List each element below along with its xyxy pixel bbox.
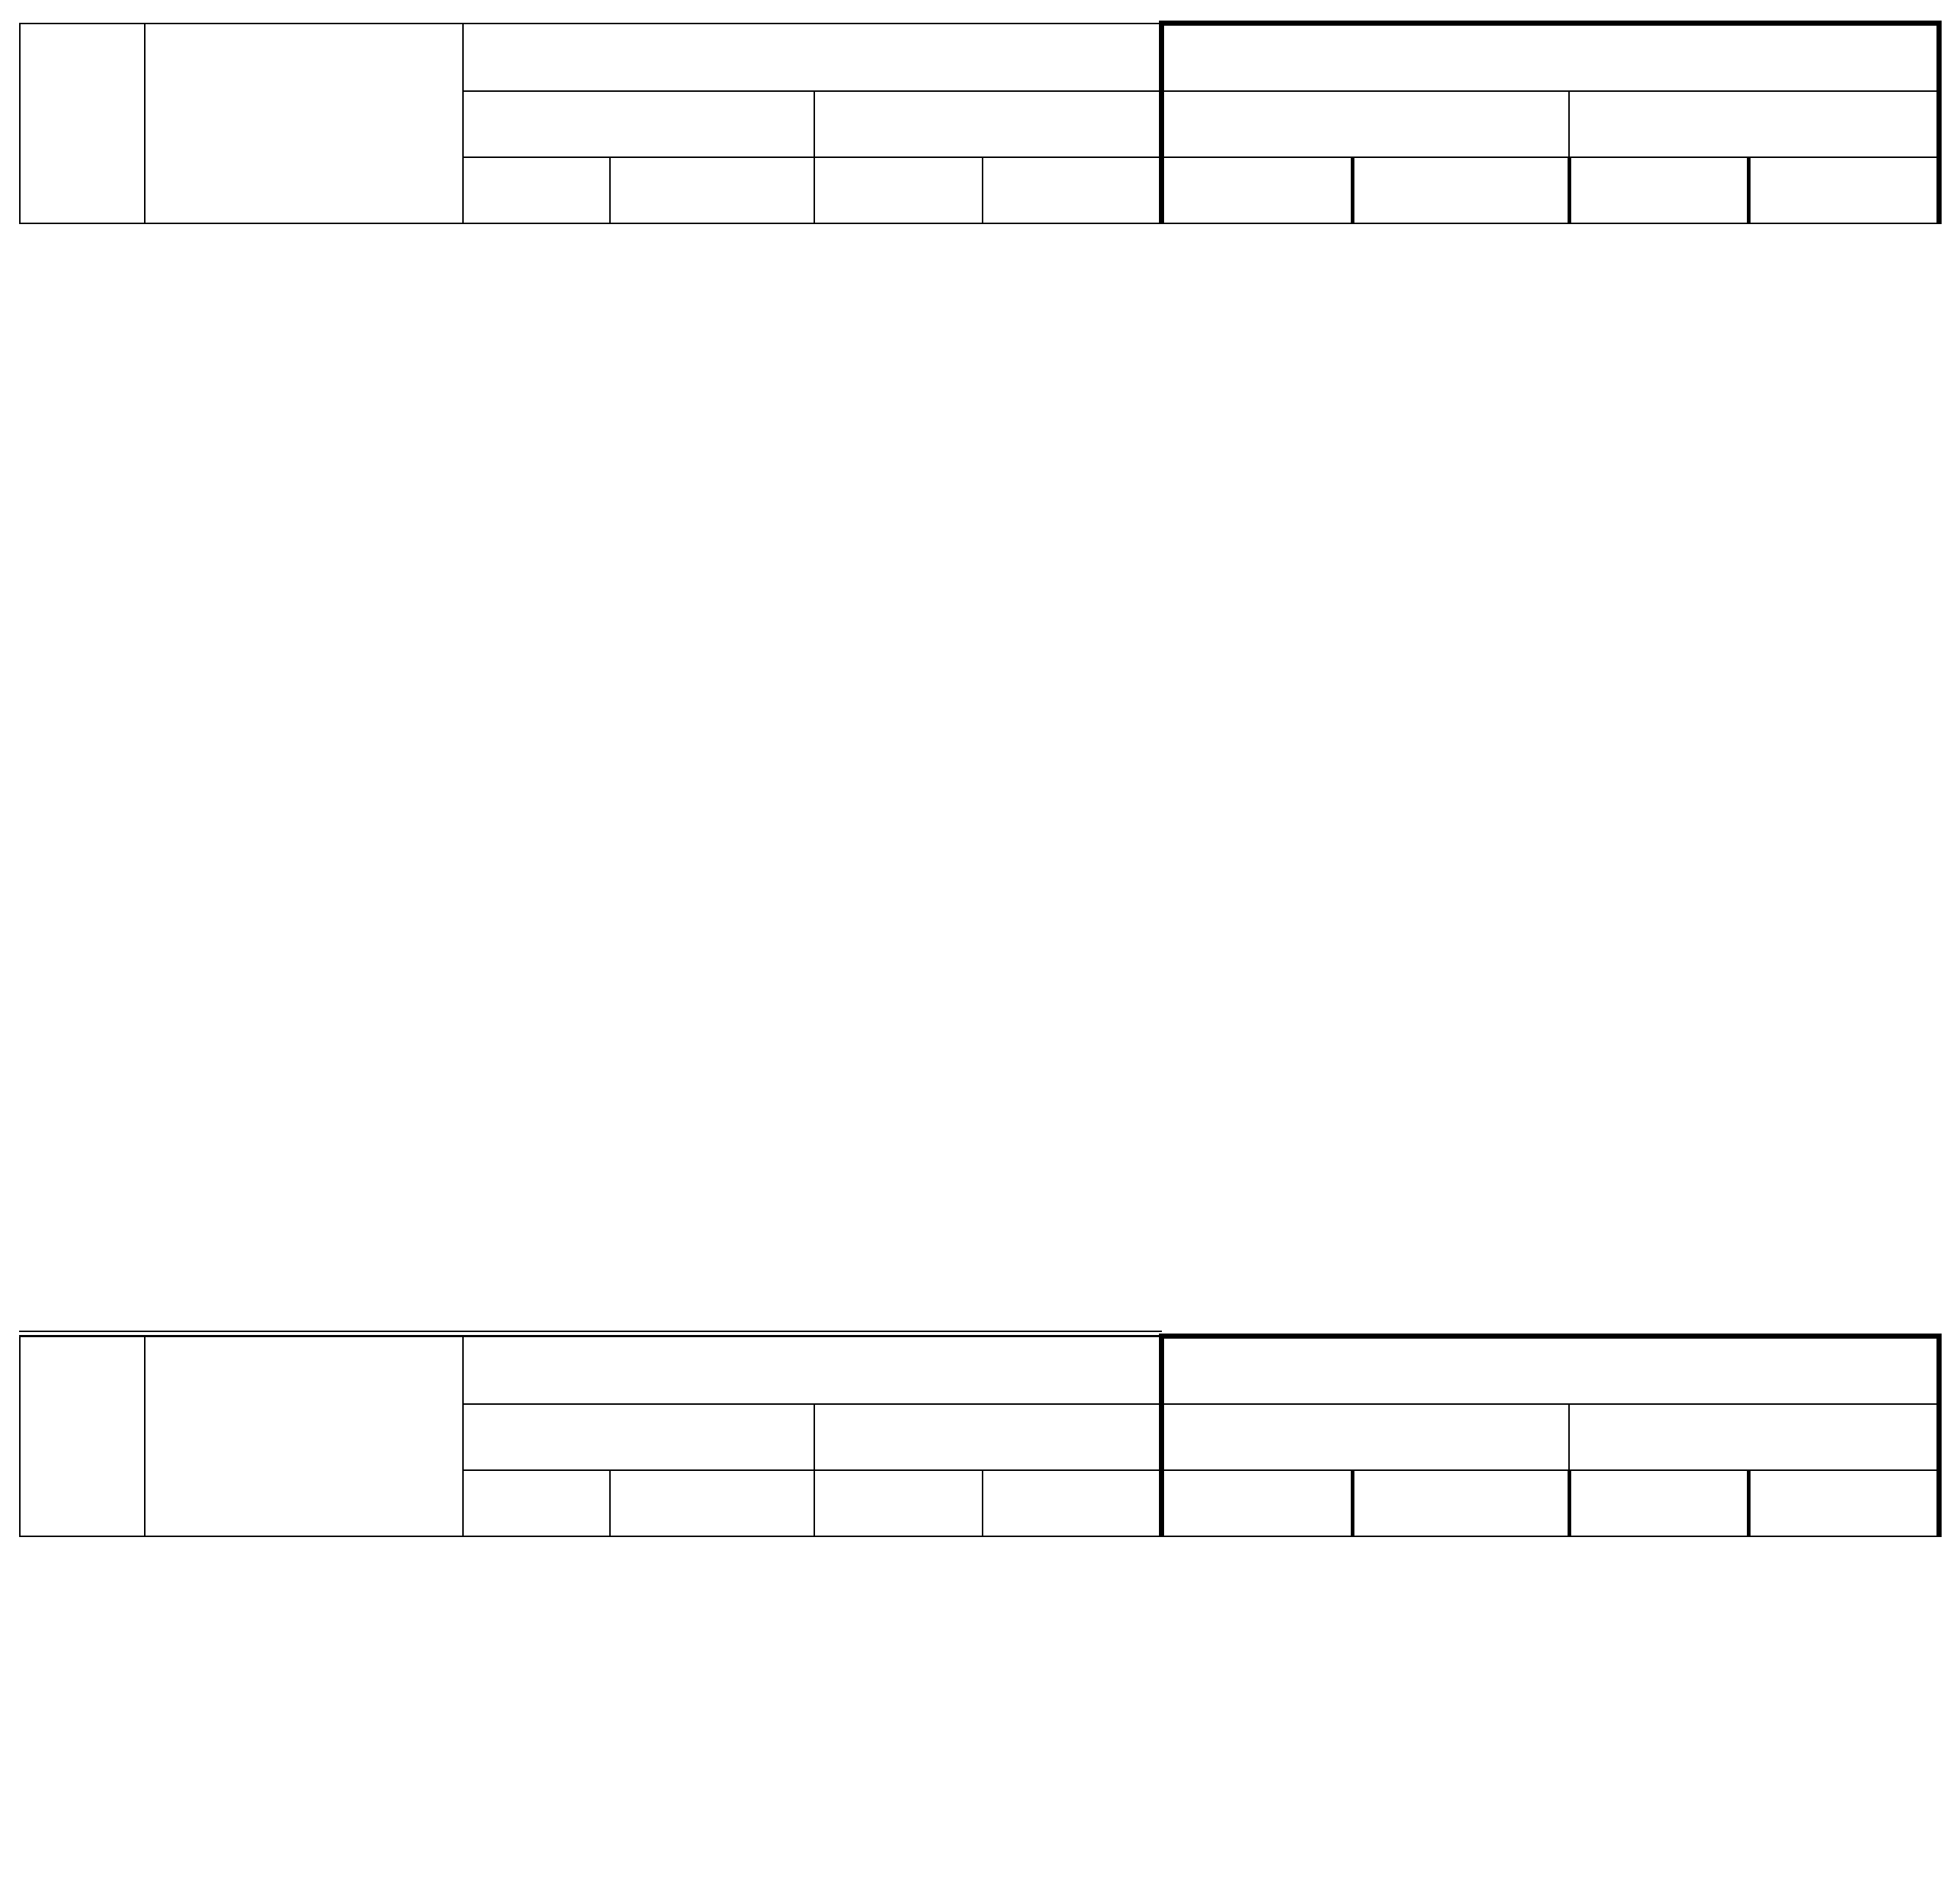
total-group-header [1161,1336,1939,1405]
within6-header [1161,91,1569,157]
cohort-header [1569,1404,1939,1470]
time-group-header [463,1336,1161,1405]
rowpct-header [983,1470,1162,1536]
count-header [463,1470,609,1536]
group-label-male-continued [20,1336,145,1537]
fifth-year-header [814,1404,1161,1470]
total-group-header [1161,24,1939,92]
fifth-year-header [814,91,1161,157]
count-header [814,157,982,223]
within6-header [1161,1404,1569,1470]
graduation-table-part-2 [19,1334,1942,1537]
rowpct-header [610,1470,815,1536]
graduation-table-part-1 [19,21,1942,224]
ethnicity-header [145,1336,463,1537]
rowpct-header [1749,1470,1939,1536]
count-header [1569,1470,1749,1536]
count-header [1569,157,1749,223]
time-group-header [463,24,1161,92]
ethnicity-header [145,24,463,224]
count-header [1161,157,1353,223]
rowpct-header [1749,157,1939,223]
count-header [1161,1470,1353,1536]
count-header [463,157,609,223]
rowpct-header [1353,157,1570,223]
rowpct-header [1353,1470,1570,1536]
cohort-header [1569,91,1939,157]
rowpct-header [610,157,815,223]
corner-cell [20,24,145,224]
within4-header [463,1404,814,1470]
count-header [814,1470,982,1536]
within4-header [463,91,814,157]
rowpct-header [983,157,1162,223]
